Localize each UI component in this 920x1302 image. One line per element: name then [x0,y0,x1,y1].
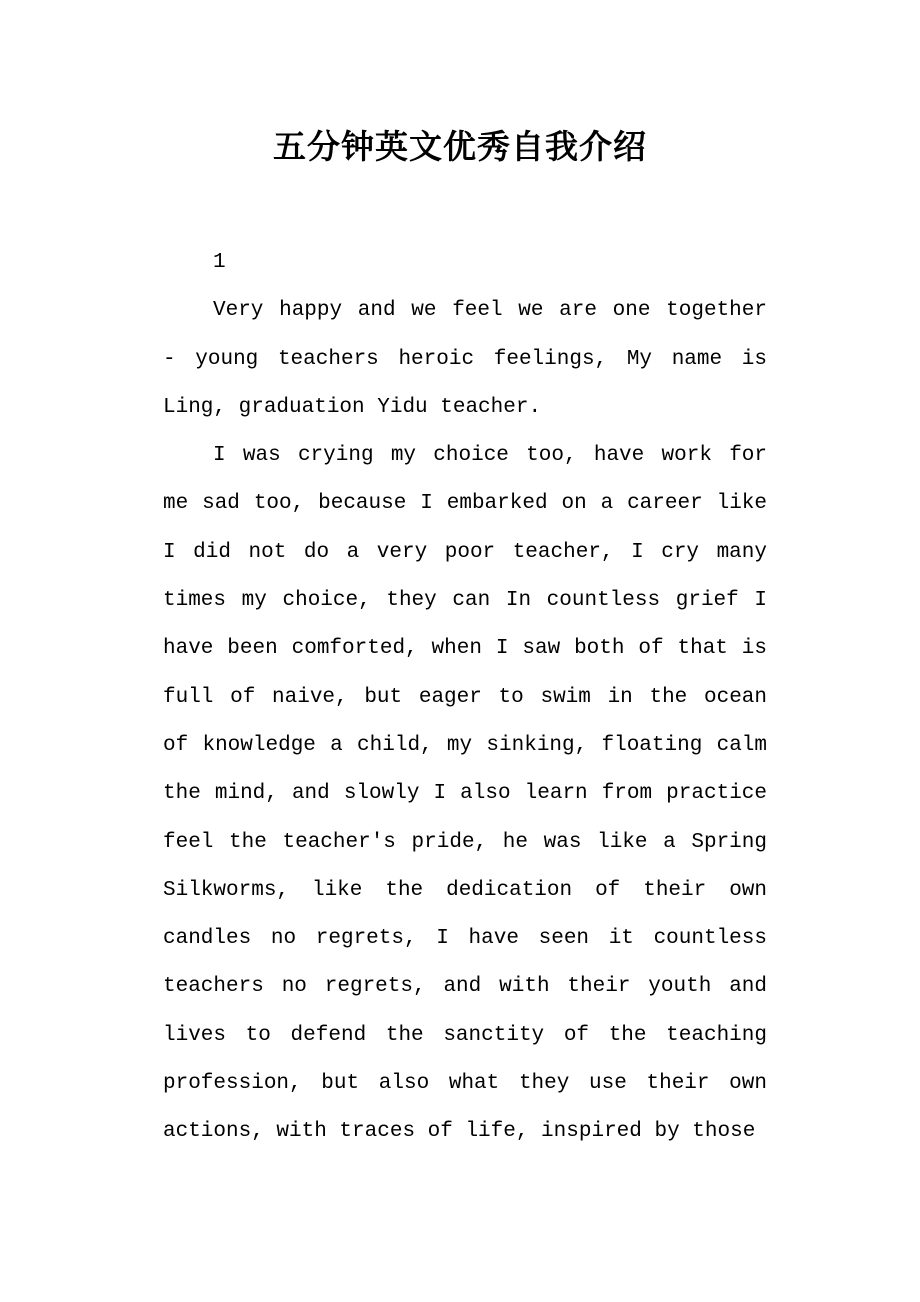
document-title: 五分钟英文优秀自我介绍 [273,127,647,166]
section-number: 1 [213,251,226,274]
paragraph: Very happy and we feel we are one together - young teachers heroic feelings, My name is Ling, graduation Yidu teacher. [163,299,767,419]
document-body [163,239,767,1157]
paragraph: I was crying my choice too, have work for me sad too, because I embarked on a career like I did not do a very poor teacher, I cry many times my choice, they can In countless grief I have been comforted, when I saw both of that is full of naive, but eager to swim in the ocean of knowledge a child, my sinking, floating calm the mind, and slowly I also learn from practice feel the teacher's pride, he was like a Spring Silkworms, like the dedication of their own candles no regrets, I have seen it countless teachers no regrets, and with their youth and lives to defend the sanctity of the teaching profession, but also what they use their own actions, with traces of life, inspired by those [163,444,767,1144]
